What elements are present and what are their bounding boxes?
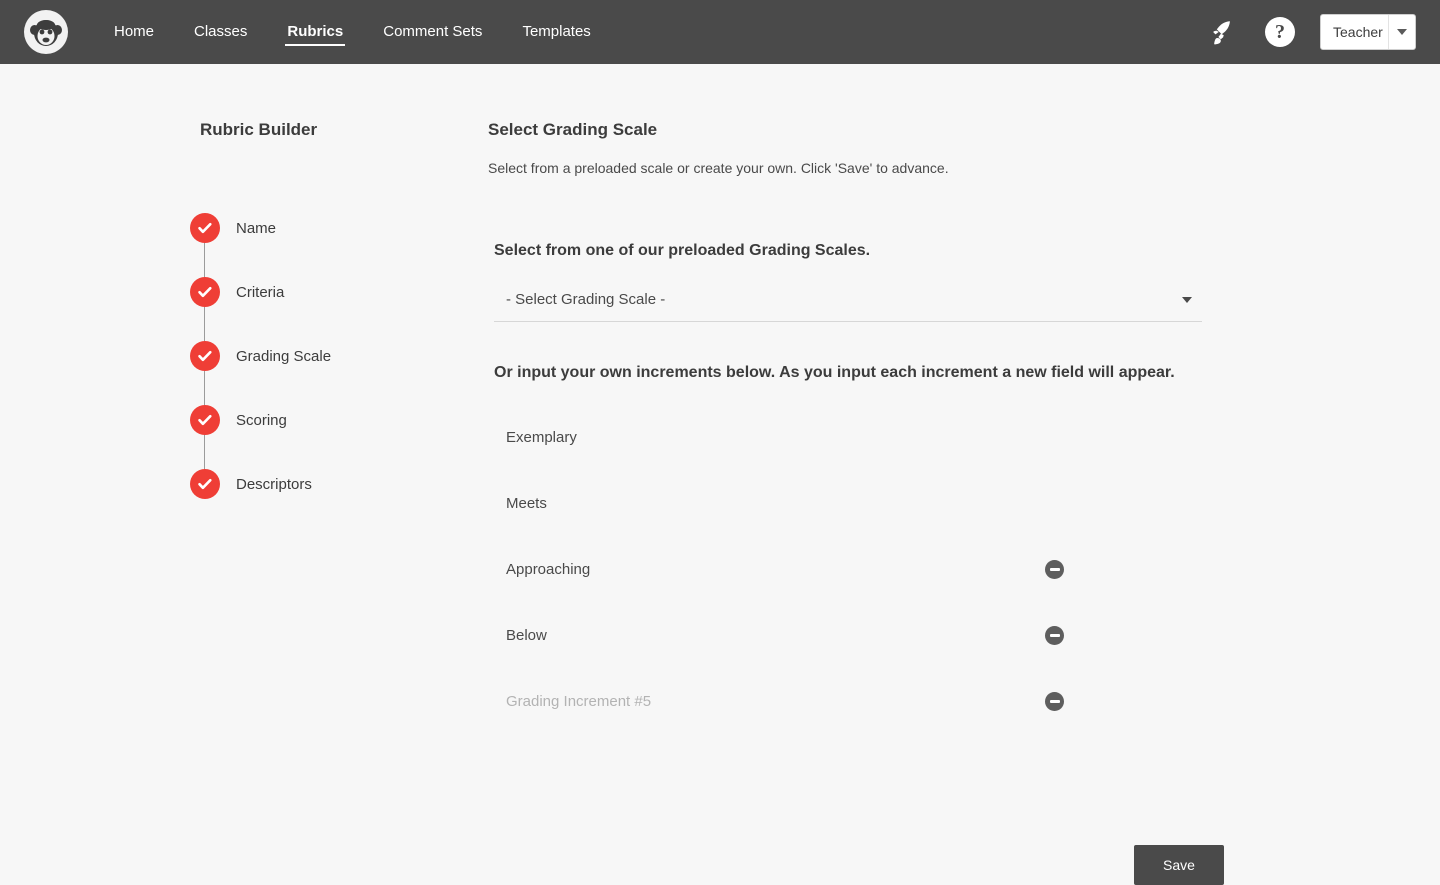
stepper-item-descriptors[interactable] — [190, 452, 450, 516]
rubric-builder-stepper — [190, 120, 450, 516]
increment-input-5[interactable] — [506, 693, 986, 710]
section-subtitle: Select from a preloaded scale or create your own. Click 'Save' to advance. — [488, 160, 949, 176]
stepper-item-name[interactable] — [190, 196, 450, 260]
stepper-item-scoring[interactable] — [190, 388, 450, 452]
grading-scale-form — [488, 120, 1208, 734]
remove-increment-icon[interactable] — [1045, 626, 1064, 645]
help-icon[interactable] — [1262, 14, 1298, 50]
stepper-label-name: Name — [236, 219, 277, 237]
role-selector-value: Teacher — [1333, 24, 1383, 40]
help-question-mark: ? — [1265, 17, 1295, 47]
increment-row — [488, 536, 1208, 602]
remove-increment-icon[interactable] — [1045, 560, 1064, 579]
preloaded-scales-heading: Select from one of our preloaded Grading Scales. — [494, 242, 871, 259]
top-navigation-bar — [0, 0, 1440, 64]
increment-input-3[interactable] — [506, 561, 986, 578]
increment-row — [488, 470, 1208, 536]
increment-row — [488, 404, 1208, 470]
stepper-label-descriptors: Descriptors — [236, 475, 312, 493]
check-icon — [190, 341, 220, 371]
chevron-down-icon — [1388, 15, 1409, 49]
nav-item-home[interactable]: Home — [114, 23, 155, 40]
increment-input-1[interactable] — [506, 429, 986, 446]
nav-links — [94, 0, 611, 64]
nav-item-templates[interactable]: Templates — [522, 23, 591, 40]
check-icon — [190, 469, 220, 499]
grading-scale-select-value: - Select Grading Scale - — [506, 291, 666, 308]
check-icon — [190, 213, 220, 243]
app-logo[interactable] — [24, 10, 68, 54]
nav-right-tools — [1204, 14, 1416, 50]
check-icon — [190, 277, 220, 307]
increment-input-4[interactable] — [506, 627, 986, 644]
stepper-label-scoring: Scoring — [236, 411, 287, 429]
chevron-down-icon — [1182, 297, 1192, 303]
grading-scale-select[interactable] — [494, 278, 1202, 322]
increment-row — [488, 668, 1208, 734]
step-list — [190, 196, 450, 516]
rocket-icon[interactable] — [1204, 14, 1240, 50]
stepper-item-criteria[interactable] — [190, 260, 450, 324]
stepper-label-criteria: Criteria — [236, 283, 285, 301]
custom-increments-heading: Or input your own increments below. As you input each increment a new field will appear. — [494, 364, 1175, 381]
section-title: Select Grading Scale — [488, 120, 658, 139]
stepper-item-grading-scale[interactable] — [190, 324, 450, 388]
stepper-label-grading-scale: Grading Scale — [236, 347, 332, 365]
nav-item-classes[interactable]: Classes — [194, 23, 248, 40]
nav-item-comment-sets[interactable]: Comment Sets — [383, 23, 483, 40]
save-button-wrap — [1134, 845, 1224, 871]
page-body — [0, 64, 1440, 873]
nav-item-rubrics[interactable]: Rubrics — [267, 0, 363, 64]
increment-row — [488, 602, 1208, 668]
save-button[interactable]: Save — [1134, 845, 1224, 885]
page-title: Rubric Builder — [200, 120, 318, 139]
remove-increment-icon[interactable] — [1045, 692, 1064, 711]
check-icon — [190, 405, 220, 435]
role-selector[interactable] — [1320, 14, 1416, 50]
increment-input-2[interactable] — [506, 495, 986, 512]
